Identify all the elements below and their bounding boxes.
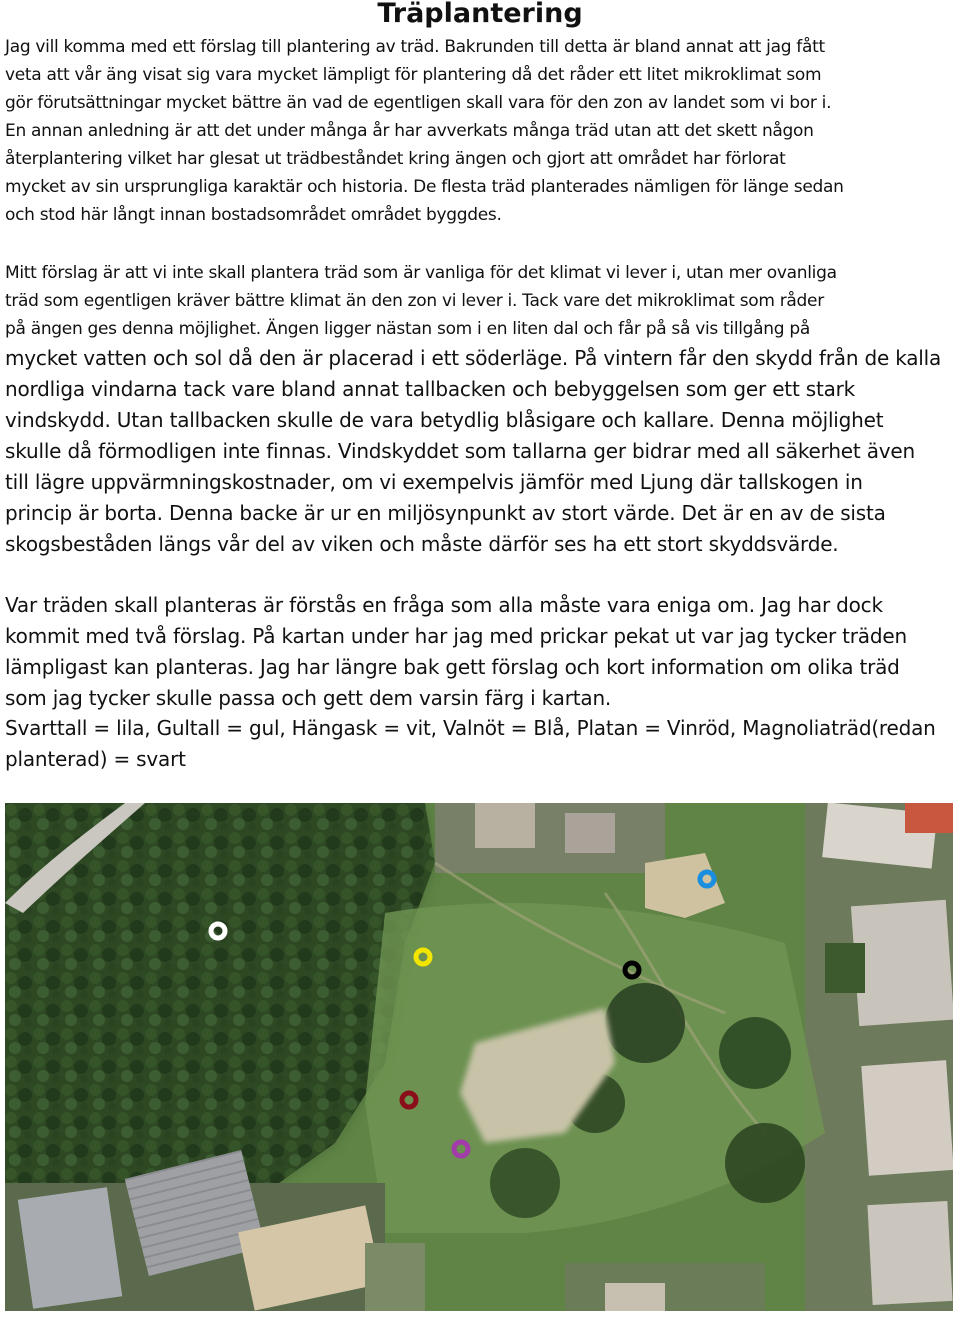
text-line: mycket vatten och sol då den är placerad i ett söderläge. På vintern får den skydd från de kalla: [5, 346, 942, 370]
text-line: och stod här långt innan bostadsområdet området byggdes.: [5, 205, 502, 225]
text-line: kommit med två förslag. På kartan under har jag med prickar pekat ut var jag tycker träden: [5, 624, 907, 648]
proposal-paragraph-cont: [5, 343, 957, 560]
aerial-map: [5, 803, 953, 1311]
text-line: princip är borta. Denna backe är ur en miljösynpunkt av stort värde. Det är en av de sista: [5, 501, 886, 525]
text-line: som jag tycker skulle passa och gett dem varsin färg i kartan.: [5, 686, 612, 710]
proposal-paragraph: [5, 259, 957, 343]
text-line: återplantering vilket har glesat ut trädbeståndet kring ängen och gjort att området har förlorat: [5, 149, 786, 169]
text-line: skogsbeståden längs vår del av viken och måste därför ses ha ett stort skyddsvärde.: [5, 532, 839, 556]
intro-paragraph: [5, 33, 957, 229]
text-line: nordliga vindarna tack vare bland annat tallbacken och bebyggelsen som ger ett stark: [5, 377, 856, 401]
text-line: Mitt förslag är att vi inte skall plantera träd som är vanliga för det klimat vi lever i, utan mer ovanliga: [5, 263, 837, 283]
text-line: till lägre uppvärmningskostnader, om vi exempelvis jämför med Ljung där tallskogen in: [5, 470, 863, 494]
text-line: lämpligast kan planteras. Jag har längre bak gett förslag och kort information om olika träd: [5, 655, 900, 679]
text-line: gör förutsättningar mycket bättre än vad de egentligen skall vara för den zon av landet som vi bor i.: [5, 93, 832, 113]
text-line: Jag vill komma med ett förslag till plantering av träd. Bakrunden till detta är bland annat att jag fått: [5, 37, 825, 57]
text-line: vindskydd. Utan tallbacken skulle de vara betydlig blåsigare och kallare. Denna möjlighet: [5, 408, 884, 432]
text-line: veta att vår äng visat sig vara mycket lämpligt för plantering då det råder ett litet mikroklimat som: [5, 65, 822, 85]
text-line: Svarttall = lila, Gultall = gul, Hängask = vit, Valnöt = Blå, Platan = Vinröd, Magnoliaträd(redan: [5, 716, 936, 740]
text-line: skulle då förmodligen inte finnas. Vindskyddet som tallarna ger bidrar med all säkerhet även: [5, 439, 915, 463]
text-line: En annan anledning är att det under många år har avverkats många träd utan att det skett någon: [5, 121, 814, 141]
legend-paragraph: [5, 713, 957, 775]
text-line: på ängen ges denna möjlighet. Ängen ligger nästan som i en liten dal och får på så vis tillgång på: [5, 319, 810, 339]
text-line: planterad) = svart: [5, 747, 186, 771]
aerial-map-image: [5, 803, 953, 1311]
page-title: Träplantering: [377, 0, 583, 29]
text-line: träd som egentligen kräver bättre klimat än den zon vi lever i. Tack vare det mikroklimat som råder: [5, 291, 824, 311]
text-line: mycket av sin ursprungliga karaktär och historia. De flesta träd planterades nämligen för länge sedan: [5, 177, 844, 197]
text-line: Var träden skall planteras är förstås en fråga som alla måste vara eniga om. Jag har dock: [5, 593, 883, 617]
placement-paragraph: [5, 590, 957, 714]
